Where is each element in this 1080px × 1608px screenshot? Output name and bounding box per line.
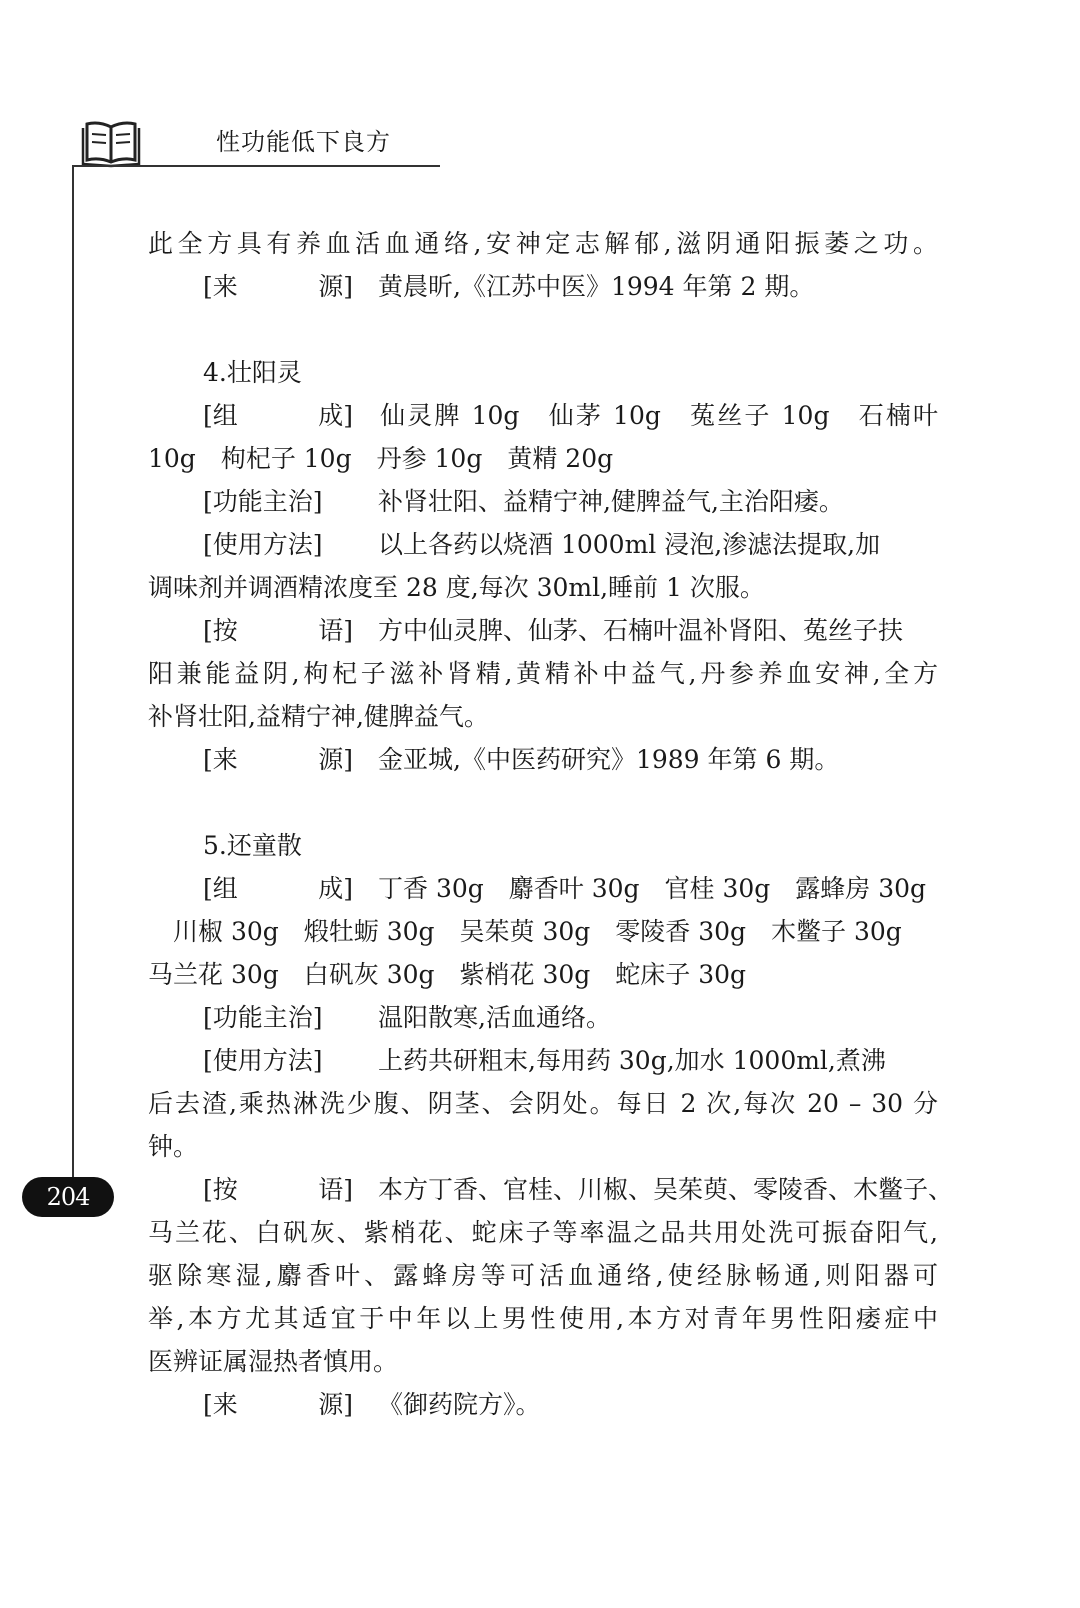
p4-function: [功能主治] 补肾壮阳、益精宁神,健脾益气,主治阳痿。 xyxy=(203,487,844,516)
p5-note-cont: 驱除寒湿,麝香叶、露蜂房等可活血通络,使经脉畅通,则阳器可 xyxy=(148,1261,938,1290)
p5-note-cont: 马兰花、白矾灰、紫梢花、蛇床子等率温之品共用处洗可振奋阳气, xyxy=(148,1218,938,1247)
p5-note-cont: 举,本方尤其适宜于中年以上男性使用,本方对青年男性阳痿症中 xyxy=(148,1304,938,1333)
intro-line: 此全方具有养血活血通络,安神定志解郁,滋阴通阳振萎之功。 xyxy=(148,229,938,258)
p4-usage-cont: 调味剂并调酒精浓度至 28 度,每次 30ml,睡前 1 次服。 xyxy=(148,573,765,602)
p4-note: [按 语] 方中仙灵脾、仙茅、石楠叶温补肾阳、菟丝子扶 xyxy=(203,616,904,645)
p5-source: [来 源] 《御药院方》。 xyxy=(203,1390,541,1419)
open-book-icon xyxy=(80,120,142,168)
page-body xyxy=(148,222,954,1426)
p5-usage-cont: 钟。 xyxy=(148,1132,199,1161)
p4-usage: [使用方法] 以上各药以烧酒 1000ml 浸泡,渗滤法提取,加 xyxy=(203,530,881,559)
p4-note-cont: 补肾壮阳,益精宁神,健脾益气。 xyxy=(148,702,489,731)
p5-function: [功能主治] 温阳散寒,活血通络。 xyxy=(203,1003,611,1032)
p4-source: [来 源] 金亚城,《中医药研究》1989 年第 6 期。 xyxy=(203,745,840,774)
p5-usage: [使用方法] 上药共研粗末,每用药 30g,加水 1000ml,煮沸 xyxy=(203,1046,886,1075)
p4-composition-cont: 10g 枸杞子 10g 丹参 10g 黄精 20g xyxy=(148,444,614,473)
header-rule xyxy=(72,165,440,167)
margin-rule xyxy=(72,165,74,1190)
p5-composition-cont: 马兰花 30g 白矾灰 30g 紫梢花 30g 蛇床子 30g xyxy=(148,960,747,989)
p5-note-cont: 医辨证属湿热者慎用。 xyxy=(148,1347,399,1376)
p5-title: 5.还童散 xyxy=(203,831,302,860)
p4-composition: [组 成] 仙灵脾 10g 仙茅 10g 菟丝子 10g 石楠叶 xyxy=(203,401,938,430)
p4-title: 4.壮阳灵 xyxy=(203,358,302,387)
running-header-title: 性功能低下良方 xyxy=(216,128,391,156)
p5-usage-cont: 后去渣,乘热淋洗少腹、阴茎、会阴处。每日 2 次,每次 20 – 30 分 xyxy=(148,1089,938,1118)
p5-composition: [组 成] 丁香 30g 麝香叶 30g 官桂 30g 露蜂房 30g xyxy=(203,874,927,903)
p3-source: [来 源] 黄晨昕,《江苏中医》1994 年第 2 期。 xyxy=(203,272,815,301)
p5-composition-cont: 川椒 30g 煅牡蛎 30g 吴茱萸 30g 零陵香 30g 木鳖子 30g xyxy=(148,917,902,946)
page-number: 204 xyxy=(22,1177,114,1217)
p4-note-cont: 阳兼能益阴,枸杞子滋补肾精,黄精补中益气,丹参养血安神,全方 xyxy=(148,659,938,688)
p5-note: [按 语] 本方丁香、官桂、川椒、吴茱萸、零陵香、木鳖子、 xyxy=(203,1175,954,1204)
